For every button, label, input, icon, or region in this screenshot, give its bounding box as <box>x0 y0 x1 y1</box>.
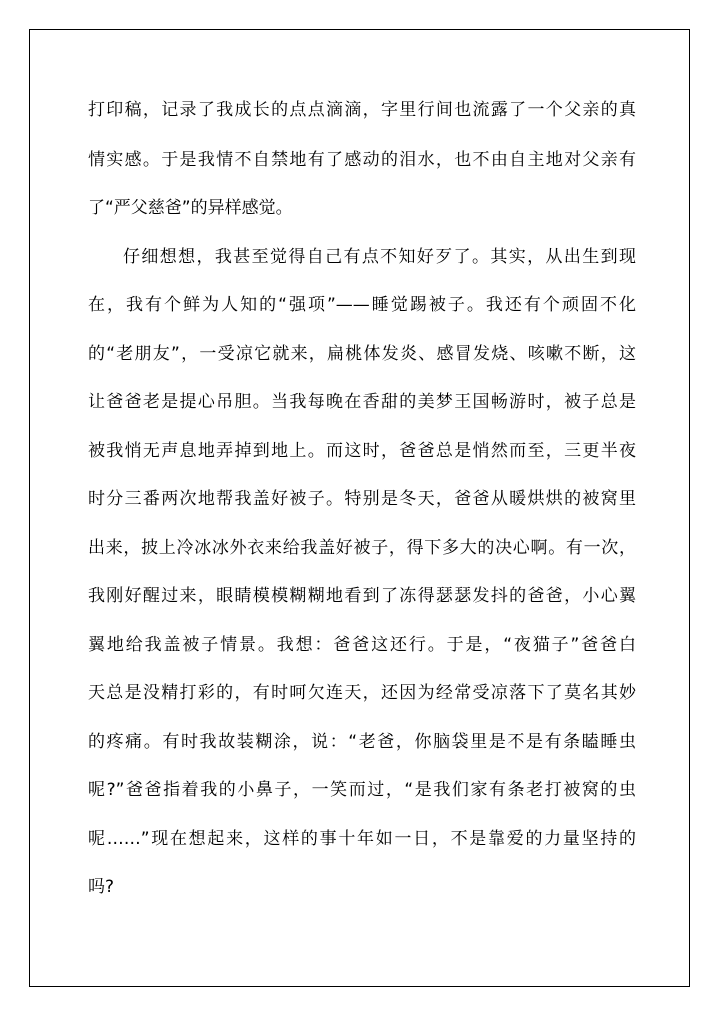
text-line-6: 的“老朋友”，一受凉它就来，扁桃体发炎、感冒发烧、咳嗽不断，这 <box>88 344 636 364</box>
text-line-9: 时分三番两次地帮我盖好被子。特别是冬天，爸爸从暖烘烘的被窝里 <box>88 489 636 509</box>
text-line-16: 呢……”现在想起来，这样的事十年如一日，不是靠爱的力量坚持的 <box>88 829 636 849</box>
text-line-2: 情实感。于是我情不自禁地有了感动的泪水，也不由自主地对父亲有 <box>88 150 636 170</box>
paragraph-2-first-line: 仔细想想，我甚至觉得自己有点不知好歹了。其实，从出生到现 <box>123 247 636 267</box>
text-line-15: 呢?”爸爸指着我的小鼻子，一笑而过，“是我们家有条老打被窝的虫 <box>88 780 636 800</box>
text-line-7: 让爸爸老是提心吊胆。当我每晚在香甜的美梦王国畅游时，被子总是 <box>88 392 636 412</box>
text-line-17: 吗? <box>88 877 115 897</box>
text-line-11: 我刚好醒过来，眼睛模模糊糊地看到了冻得瑟瑟发抖的爸爸，小心翼 <box>88 586 636 606</box>
text-line-13: 天总是没精打彩的，有时呵欠连天，还因为经常受凉落下了莫名其妙 <box>88 683 636 703</box>
text-line-8: 被我悄无声息地弄掉到地上。而这时，爸爸总是悄然而至，三更半夜 <box>88 441 636 461</box>
text-line-12: 翼地给我盖被子情景。我想：爸爸这还行。于是，“夜猫子”爸爸白 <box>88 635 636 655</box>
text-line-10: 出来，披上冷冰冰外衣来给我盖好被子，得下多大的决心啊。有一次， <box>88 538 636 558</box>
text-line-3: 了“严父慈爸”的异样感觉。 <box>88 198 293 218</box>
text-line-1: 打印稿，记录了我成长的点点滴滴，字里行间也流露了一个父亲的真 <box>88 100 636 120</box>
text-line-14: 的疼痛。有时我故装糊涂，说：“老爸，你脑袋里是不是有条瞌睡虫 <box>88 732 636 752</box>
text-line-5: 在，我有个鲜为人知的“强项”——睡觉踢被子。我还有个顽固不化 <box>88 295 636 315</box>
